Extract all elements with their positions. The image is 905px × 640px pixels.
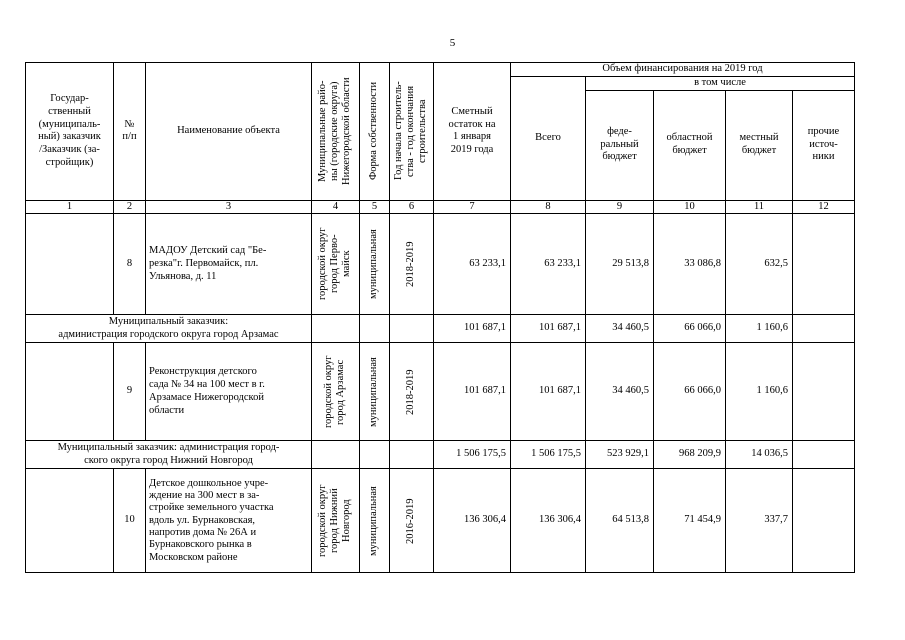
row9-object: Реконструкция детского сада № 34 на 100 мест в г. Арзамасе Нижегородской области bbox=[146, 343, 312, 441]
table-row bbox=[26, 343, 855, 441]
arzamas-balance: 101 687,1 bbox=[434, 315, 511, 343]
nn-federal: 523 929,1 bbox=[586, 441, 654, 469]
empty-cell bbox=[793, 441, 855, 469]
row9-num: 9 bbox=[114, 343, 146, 441]
row8-federal: 29 513,8 bbox=[586, 214, 654, 315]
column-numbers-row bbox=[26, 200, 855, 214]
row9-years: 2018-2019 bbox=[390, 343, 434, 441]
column-number: 9 bbox=[586, 200, 654, 214]
arzamas-local: 1 160,6 bbox=[726, 315, 793, 343]
header-regional: областной бюджет bbox=[654, 90, 726, 200]
financing-table bbox=[25, 62, 855, 573]
arzamas-customer: Муниципальный заказчик: администрация городского округа город Арзамас bbox=[26, 315, 312, 343]
empty-cell bbox=[312, 441, 360, 469]
table-row-group bbox=[26, 441, 855, 469]
row10-customer bbox=[26, 469, 114, 573]
row10-balance: 136 306,4 bbox=[434, 469, 511, 573]
nn-regional: 968 209,9 bbox=[654, 441, 726, 469]
row8-other bbox=[793, 214, 855, 315]
row10-municipality: городской округ город Нижний Новгород bbox=[312, 469, 360, 573]
row9-federal: 34 460,5 bbox=[586, 343, 654, 441]
nn-balance: 1 506 175,5 bbox=[434, 441, 511, 469]
empty-cell bbox=[390, 441, 434, 469]
column-number: 4 bbox=[312, 200, 360, 214]
row9-regional: 66 066,0 bbox=[654, 343, 726, 441]
column-number: 8 bbox=[511, 200, 586, 214]
header-customer: Государ- ственный (муниципаль- ный) заказчик /Заказчик (за- стройщик) bbox=[26, 63, 114, 201]
empty-cell bbox=[360, 441, 390, 469]
column-number: 7 bbox=[434, 200, 511, 214]
empty-cell bbox=[793, 343, 855, 441]
header-including: в том числе bbox=[586, 76, 855, 90]
column-number: 10 bbox=[654, 200, 726, 214]
nn-customer: Муниципальный заказчик: администрация город- ского округа город Нижний Новгород bbox=[26, 441, 312, 469]
row10-total: 136 306,4 bbox=[511, 469, 586, 573]
header-municipality: Муниципальные райо- ны (городские округа) Нижегородской области bbox=[312, 63, 360, 201]
row9-customer bbox=[26, 343, 114, 441]
arzamas-total: 101 687,1 bbox=[511, 315, 586, 343]
row8-local: 632,5 bbox=[726, 214, 793, 315]
table-row bbox=[26, 214, 855, 315]
column-number: 12 bbox=[793, 200, 855, 214]
empty-cell bbox=[312, 315, 360, 343]
arzamas-regional: 66 066,0 bbox=[654, 315, 726, 343]
row10-object: Детское дошкольное учре- ждение на 300 мест в за- стройке земельного участка вдоль ул. Бурнаковская, напротив дома № 26А и Бурнаковского рынка в Московском районе bbox=[146, 469, 312, 573]
row10-federal: 64 513,8 bbox=[586, 469, 654, 573]
empty-cell bbox=[793, 315, 855, 343]
row10-ownership: муниципальная bbox=[360, 469, 390, 573]
row8-total: 63 233,1 bbox=[511, 214, 586, 315]
header-num: № п/п bbox=[114, 63, 146, 201]
row8-years: 2018-2019 bbox=[390, 214, 434, 315]
nn-local: 14 036,5 bbox=[726, 441, 793, 469]
row10-regional: 71 454,9 bbox=[654, 469, 726, 573]
row10-local: 337,7 bbox=[726, 469, 793, 573]
row10-years: 2016-2019 bbox=[390, 469, 434, 573]
header-federal: феде- ральный бюджет bbox=[586, 90, 654, 200]
row10-num: 10 bbox=[114, 469, 146, 573]
header-object: Наименование объекта bbox=[146, 63, 312, 201]
row9-total: 101 687,1 bbox=[511, 343, 586, 441]
column-number: 6 bbox=[390, 200, 434, 214]
empty-cell bbox=[390, 315, 434, 343]
empty-cell bbox=[360, 315, 390, 343]
row9-ownership: муниципальная bbox=[360, 343, 390, 441]
row9-local: 1 160,6 bbox=[726, 343, 793, 441]
row9-balance: 101 687,1 bbox=[434, 343, 511, 441]
header-years: Год начала строитель- ства - год окончания строительства bbox=[390, 63, 434, 201]
column-number: 2 bbox=[114, 200, 146, 214]
row8-customer bbox=[26, 214, 114, 315]
row8-municipality: городской округ город Перво- майск bbox=[312, 214, 360, 315]
nn-total: 1 506 175,5 bbox=[511, 441, 586, 469]
empty-cell bbox=[793, 469, 855, 573]
header-total: Всего bbox=[511, 76, 586, 200]
page-number: 5 bbox=[449, 37, 456, 49]
arzamas-federal: 34 460,5 bbox=[586, 315, 654, 343]
header-other: прочие источ- ники bbox=[793, 90, 855, 200]
header-local: местный бюджет bbox=[726, 90, 793, 200]
row8-balance: 63 233,1 bbox=[434, 214, 511, 315]
row8-object: МАДОУ Детский сад "Бе- резка"г. Первомайск, пл. Ульянова, д. 11 bbox=[146, 214, 312, 315]
row8-regional: 33 086,8 bbox=[654, 214, 726, 315]
row8-ownership: муниципальная bbox=[360, 214, 390, 315]
column-number: 1 bbox=[26, 200, 114, 214]
table-row-group bbox=[26, 315, 855, 343]
header-ownership: Форма собственности bbox=[360, 63, 390, 201]
row8-num: 8 bbox=[114, 214, 146, 315]
table-row bbox=[26, 469, 855, 573]
column-number: 5 bbox=[360, 200, 390, 214]
row9-municipality: городской округ город Арзамас bbox=[312, 343, 360, 441]
column-number: 11 bbox=[726, 200, 793, 214]
column-number: 3 bbox=[146, 200, 312, 214]
header-financing: Объем финансирования на 2019 год bbox=[511, 63, 855, 77]
header-balance: Сметный остаток на 1 января 2019 года bbox=[434, 63, 511, 201]
